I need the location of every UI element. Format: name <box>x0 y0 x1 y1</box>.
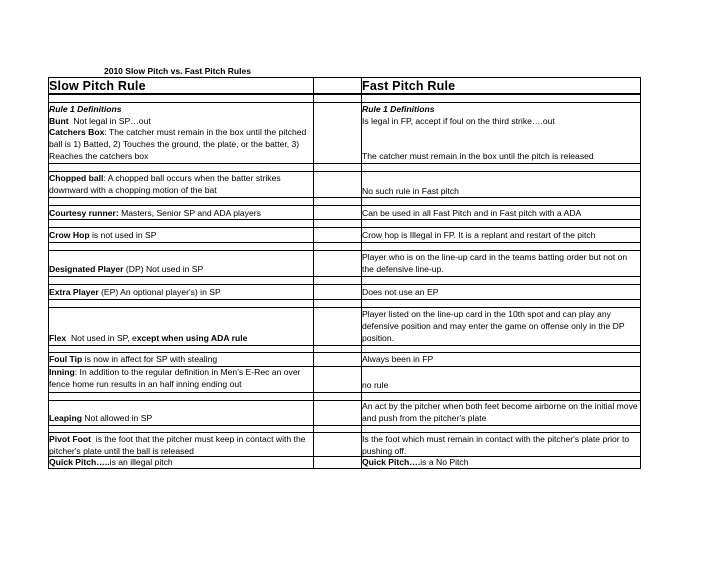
header-divider <box>48 93 641 95</box>
rule-text: (EP) An optional player's) in SP <box>98 287 221 297</box>
slow-rule-pivot-foot <box>49 433 312 457</box>
fast-rule-pivot-foot: Is the foot which must remain in contact with the pitcher's plate prior to pushing off. <box>362 434 630 456</box>
rule-term: Inning <box>49 367 75 377</box>
row-divider <box>48 205 640 206</box>
rule-term: Leaping <box>49 413 82 423</box>
row-divider <box>48 197 640 198</box>
rule-text: is the foot that the pitcher must keep in contact with the pitcher's plate until the ball is released <box>49 434 308 456</box>
slow-rule-quick-pitch <box>49 456 312 468</box>
rule-text: : The catcher must remain in the box until the pitched ball is 1) Batted, 2) Touches the ground, the plate, or the batter, 3) Reaches the catchers box <box>49 127 307 161</box>
page-title: 2010 Slow Pitch vs. Fast Pitch Rules <box>104 66 251 76</box>
fast-rule-inning: no rule <box>362 380 389 390</box>
rule-text: is not used in SP <box>89 230 157 240</box>
row-divider <box>48 345 640 346</box>
row-divider <box>48 163 640 164</box>
rule-text: is a No Pitch <box>420 457 469 467</box>
rule-term: Designated Player <box>49 264 124 274</box>
slow-rule-catchers-box <box>49 126 312 162</box>
slow-pitch-header: Slow Pitch Rule <box>49 79 146 93</box>
slow-rule-extra-player <box>49 286 312 298</box>
rule-term: Courtesy runner: <box>49 208 119 218</box>
slow-rule-crow-hop <box>49 229 312 241</box>
fast-section-heading: Rule 1 Definitions <box>362 104 435 114</box>
slow-rule-foul-tip <box>49 353 312 365</box>
rule-text: Not allowed in SP <box>81 413 153 423</box>
fast-rule-catchers-box: The catcher must remain in the box until the pitch is released <box>362 151 594 161</box>
rule-text: is an illegal pitch <box>109 457 173 467</box>
fast-rule-chopped-ball: No such rule in Fast pitch <box>362 186 459 196</box>
slow-rule-courtesy-runner <box>49 207 312 219</box>
rule-text: : In addition to the regular definition in Men's E-Rec an over fence home run results in an half inning ending out <box>49 367 301 389</box>
fast-rule-crow-hop: Crow hop is Illegal in FP. It is a replant and restart of the pitch <box>362 230 596 240</box>
rule-term: Chopped ball <box>49 173 104 183</box>
rule-term: Catchers Box <box>49 127 105 137</box>
fast-rule-extra-player: Does not use an EP <box>362 287 439 297</box>
row-divider <box>48 299 640 300</box>
table-bottom-border <box>48 468 640 469</box>
rule-text: : A chopped ball occurs when the batter strikes downward with a chopping motion of the bat <box>49 173 281 195</box>
slow-section-heading: Rule 1 Definitions <box>49 104 122 114</box>
row-divider <box>48 284 640 285</box>
slow-rule-leaping <box>49 412 312 424</box>
slow-rule-designated-player <box>49 263 312 275</box>
rule-term: Extra Player <box>49 287 99 297</box>
rule-term: Crow Hop <box>49 230 90 240</box>
fast-rule-quick-pitch <box>362 456 639 468</box>
rule-text: Masters, Senior SP and ADA players <box>118 208 261 218</box>
rule-text: Not legal in SP…out <box>68 116 151 126</box>
rule-term: Foul Tip <box>49 354 83 364</box>
rule-text: is now in affect for SP with stealing <box>82 354 218 364</box>
fast-rule-courtesy-runner: Can be used in all Fast Pitch and in Fast pitch with a ADA <box>362 208 582 218</box>
rule-term: Bunt <box>49 116 69 126</box>
row-divider <box>48 219 640 220</box>
rule-term: Quick Pitch….. <box>49 457 110 467</box>
rule-text-emphasis: xcept when using ADA rule <box>136 333 248 343</box>
rule-text: (DP) Not used in SP <box>123 264 204 274</box>
table-top-border <box>48 77 640 78</box>
row-divider <box>48 276 640 277</box>
slow-rule-flex <box>49 332 312 344</box>
row-divider <box>48 227 640 228</box>
fast-rule-flex: Player listed on the line-up card in the 10th spot and can play any defensive position and may enter the game on offense only in the DP position. <box>362 309 625 343</box>
fast-rule-bunt: Is legal in FP, accept if foul on the third strike….out <box>362 116 555 126</box>
slow-rule-inning <box>49 366 312 390</box>
rule-term: Flex <box>49 333 67 343</box>
fast-rule-designated-player: Player who is on the line-up card in the teams batting order but not on the defensive line-up. <box>362 252 628 274</box>
fast-pitch-header: Fast Pitch Rule <box>362 79 456 93</box>
row-divider <box>48 242 640 243</box>
rule-term: Quick Pitch…. <box>362 457 421 467</box>
table-right-border <box>640 77 641 469</box>
rule-text: Not used in SP, e <box>66 333 137 343</box>
column-divider-left <box>313 77 314 469</box>
row-divider <box>48 425 640 426</box>
row-divider <box>48 392 640 393</box>
fast-rule-foul-tip: Always been in FP <box>362 354 434 364</box>
slow-rule-chopped-ball <box>49 172 312 196</box>
fast-rule-leaping: An act by the pitcher when both feet become airborne on the initial move and push from the pitcher's plate <box>362 401 638 423</box>
rule-term: Pivot Foot <box>49 434 92 444</box>
